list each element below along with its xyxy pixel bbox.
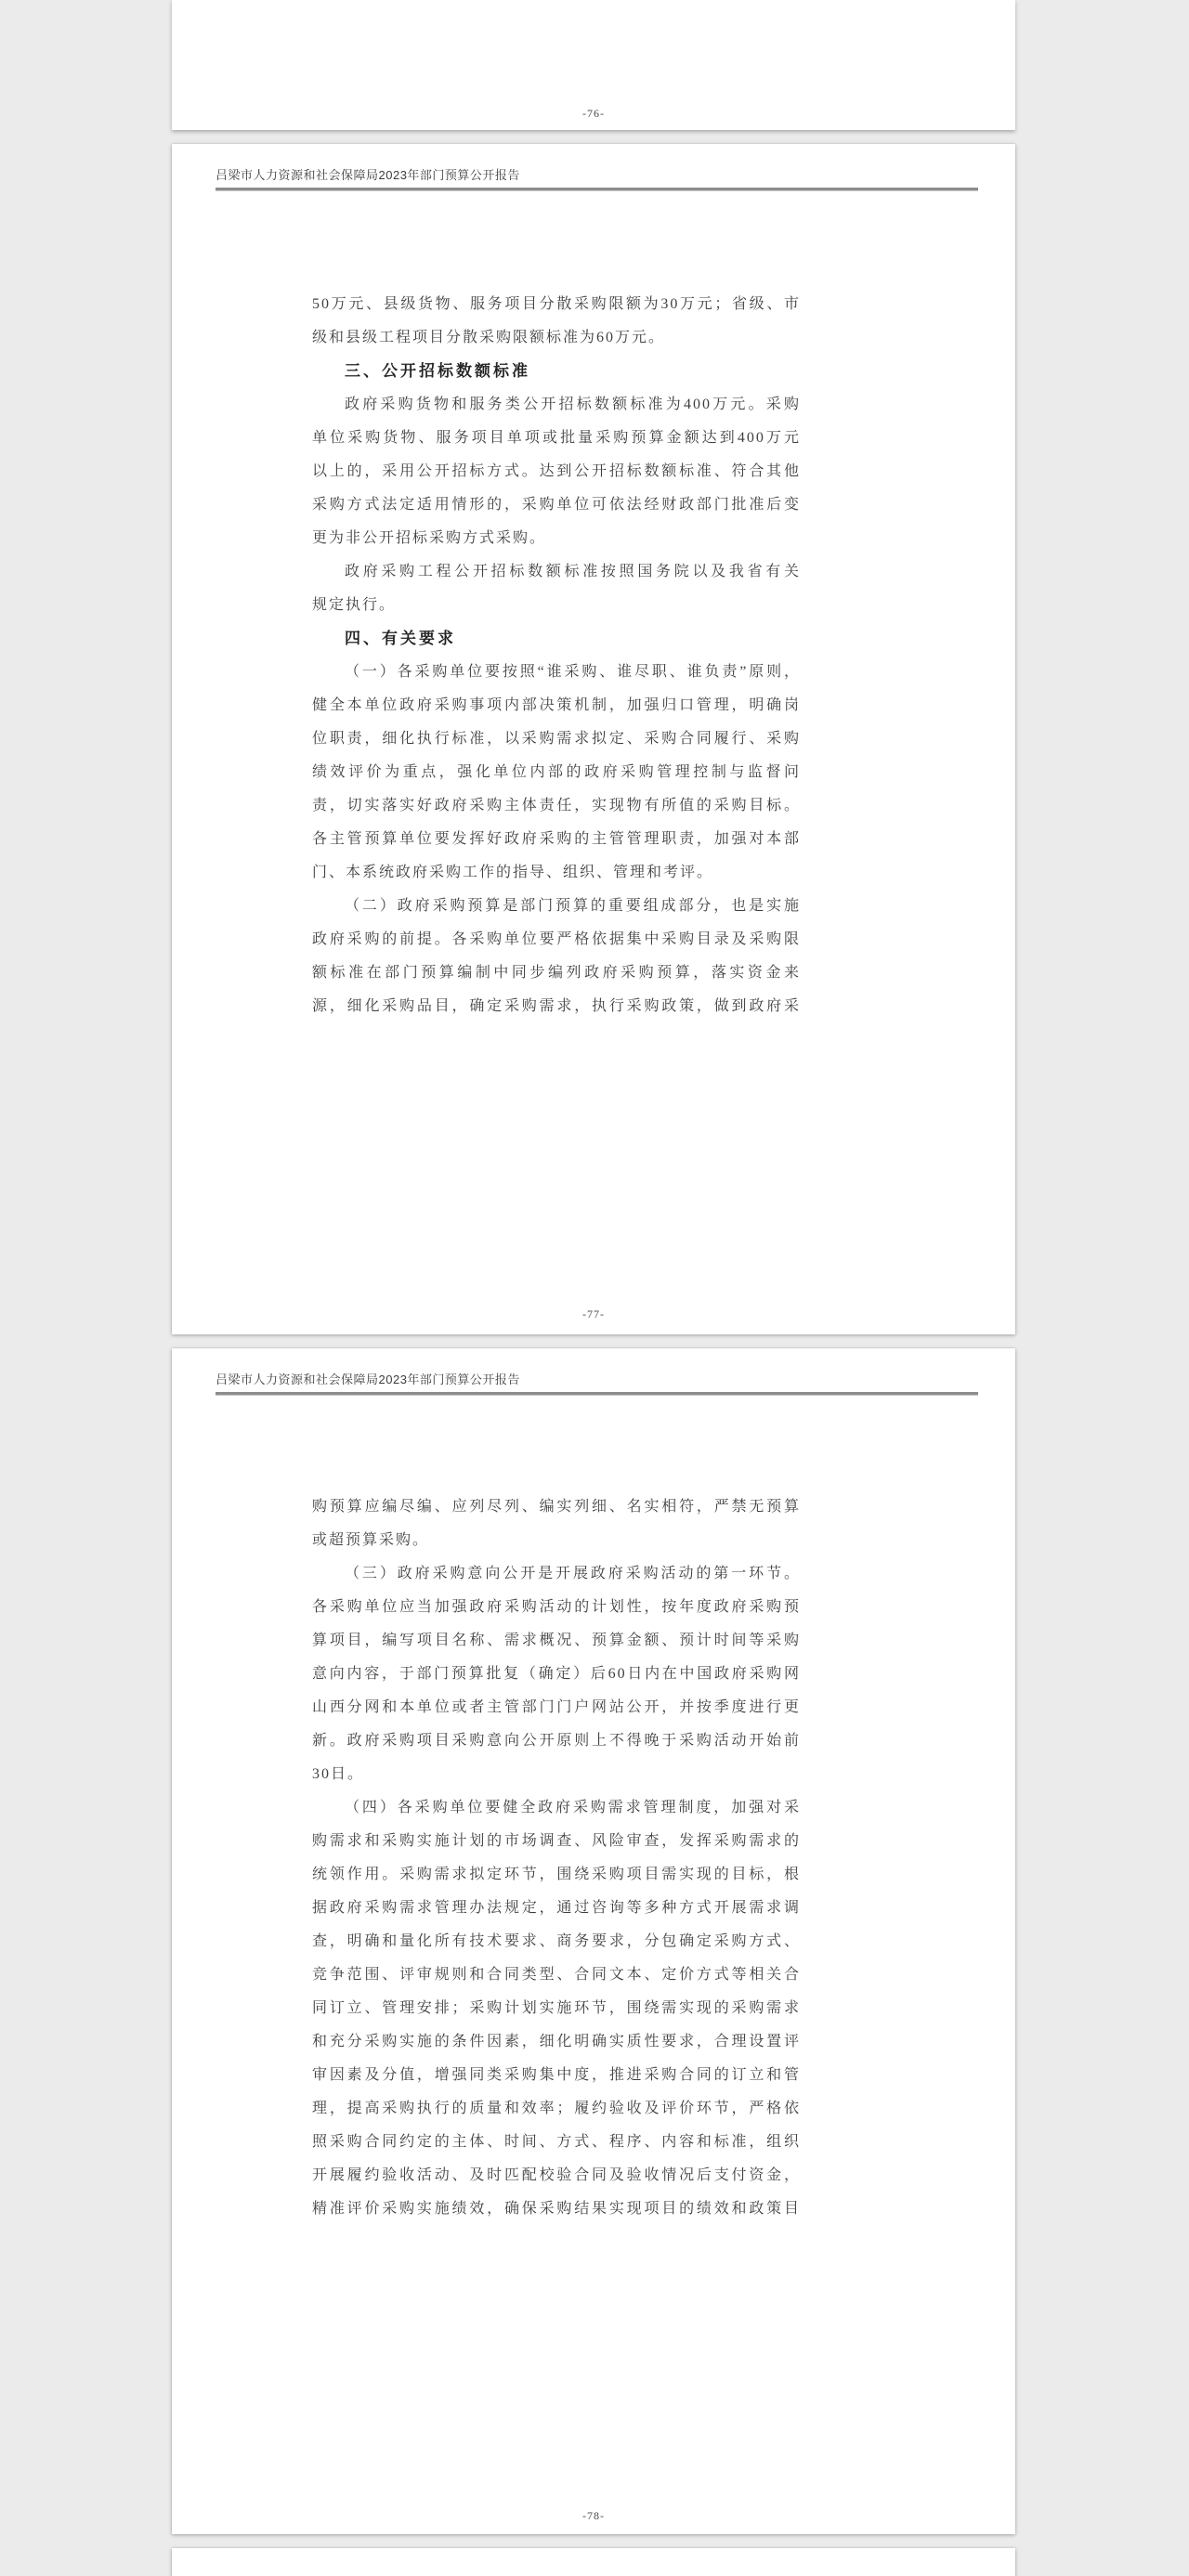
page-number-footer: -76-: [582, 107, 605, 120]
text-line: 规定执行。: [312, 597, 397, 613]
text-line: 购预算应编尽编、应列尽列、编实列细、名实相符，严禁无预算: [312, 1499, 801, 1515]
text-line: 位职责，细化执行标准，以采购需求拟定、采购合同履行、采购: [312, 731, 801, 747]
text-line: 新。政府采购项目采购意向公开原则上不得晚于采购活动开始前: [312, 1733, 801, 1749]
page-78: [172, 1348, 1015, 2534]
text-line: 和充分采购实施的条件因素，细化明确实质性要求，合理设置评: [312, 2034, 801, 2049]
text-line: 额标准在部门预算编制中同步编列政府采购预算，落实资金来: [312, 965, 801, 981]
text-line: 审因素及分值，增强同类采购集中度，推进采购合同的订立和管: [312, 2067, 801, 2083]
text-line: 50万元、县级货物、服务项目分散采购限额为30万元；省级、市: [312, 296, 801, 312]
text-line: 精准评价采购实施绩效，确保采购结果实现项目的绩效和政策目: [312, 2201, 801, 2217]
text-line: 以上的，采用公开招标方式。达到公开招标数额标准、符合其他: [312, 463, 801, 479]
text-line: 采购方式法定适用情形的，采购单位可依法经财政部门批准后变: [312, 497, 801, 513]
text-line: 政府采购的前提。各采购单位要严格依据集中采购目录及采购限: [312, 931, 801, 947]
text-line: 政府采购工程公开招标数额标准按照国务院以及我省有关: [345, 564, 801, 579]
header-divider-rule: [216, 188, 978, 191]
text-line: 照采购合同约定的主体、时间、方式、程序、内容和标准，组织: [312, 2134, 801, 2150]
text-line: 绩效评价为重点，强化单位内部的政府采购管理控制与监督问: [312, 764, 801, 780]
document-header-title: 吕梁市人力资源和社会保障局2023年部门预算公开报告: [216, 168, 520, 182]
text-line: 门、本系统政府采购工作的指导、组织、管理和考评。: [312, 865, 714, 880]
text-line: 山西分网和本单位或者主管部门门户网站公开，并按季度进行更: [312, 1699, 801, 1715]
text-line: 据政府采购需求管理办法规定，通过咨询等多种方式开展需求调: [312, 1900, 801, 1916]
text-line: 更为非公开招标采购方式采购。: [312, 530, 547, 546]
text-line: 责，切实落实好政府采购主体责任，实现物有所值的采购目标。: [312, 798, 801, 813]
text-line: 政府采购货物和服务类公开招标数额标准为400万元。采购: [345, 397, 801, 412]
page-79-top-fragment: [172, 2548, 1015, 2576]
text-line: 级和县级工程项目分散采购限额标准为60万元。: [312, 330, 666, 345]
text-line: 竞争范围、评审规则和合同类型、合同文本、定价方式等相关合: [312, 1967, 801, 1983]
text-line: 30日。: [312, 1766, 365, 1782]
text-line: （三）政府采购意向公开是开展政府采购活动的第一环节。: [345, 1566, 801, 1581]
text-line: 源，细化采购品目，确定采购需求，执行采购政策，做到政府采: [312, 998, 801, 1014]
section-heading: 四、有关要求: [345, 630, 456, 647]
text-line: 同订立、管理安排；采购计划实施环节，围绕需实现的采购需求: [312, 2000, 801, 2016]
text-line: 意向内容，于部门预算批复（确定）后60日内在中国政府采购网: [312, 1666, 801, 1682]
page-body-text: [312, 1490, 801, 2226]
text-line: （二）政府采购预算是部门预算的重要组成部分，也是实施: [345, 898, 801, 914]
document-header-title: 吕梁市人力资源和社会保障局2023年部门预算公开报告: [216, 1373, 520, 1386]
page-body-text: [312, 288, 801, 1023]
page-77: [172, 144, 1015, 1334]
text-line: 单位采购货物、服务项目单项或批量采购预算金额达到400万元: [312, 430, 801, 446]
page-76-bottom-fragment: [172, 0, 1015, 130]
text-line: 统领作用。采购需求拟定环节，围绕采购项目需实现的目标，根: [312, 1867, 801, 1882]
text-line: 查，明确和量化所有技术要求、商务要求，分包确定采购方式、: [312, 1933, 801, 1949]
text-line: 各采购单位应当加强政府采购活动的计划性，按年度政府采购预: [312, 1599, 801, 1615]
text-line: 或超预算采购。: [312, 1532, 430, 1548]
header-divider-rule: [216, 1392, 978, 1396]
page-number-footer: -78-: [582, 2509, 605, 2522]
text-line: 健全本单位政府采购事项内部决策机制，加强归口管理，明确岗: [312, 697, 801, 713]
text-line: （四）各采购单位要健全政府采购需求管理制度，加强对采: [345, 1800, 801, 1815]
text-line: 各主管预算单位要发挥好政府采购的主管管理职责，加强对本部: [312, 831, 801, 847]
text-line: 购需求和采购实施计划的市场调查、风险审查，发挥采购需求的: [312, 1833, 801, 1849]
text-line: 理，提高采购执行的质量和效率；履约验收及评价环节，严格依: [312, 2101, 801, 2116]
text-line: （一）各采购单位要按照“谁采购、谁尽职、谁负责”原则，: [345, 664, 801, 680]
text-line: 算项目，编写项目名称、需求概况、预算金额、预计时间等采购: [312, 1633, 801, 1648]
text-line: 开展履约验收活动、及时匹配校验合同及验收情况后支付资金，: [312, 2167, 801, 2183]
page-number-footer: -77-: [582, 1308, 605, 1321]
section-heading: 三、公开招标数额标准: [345, 362, 530, 380]
